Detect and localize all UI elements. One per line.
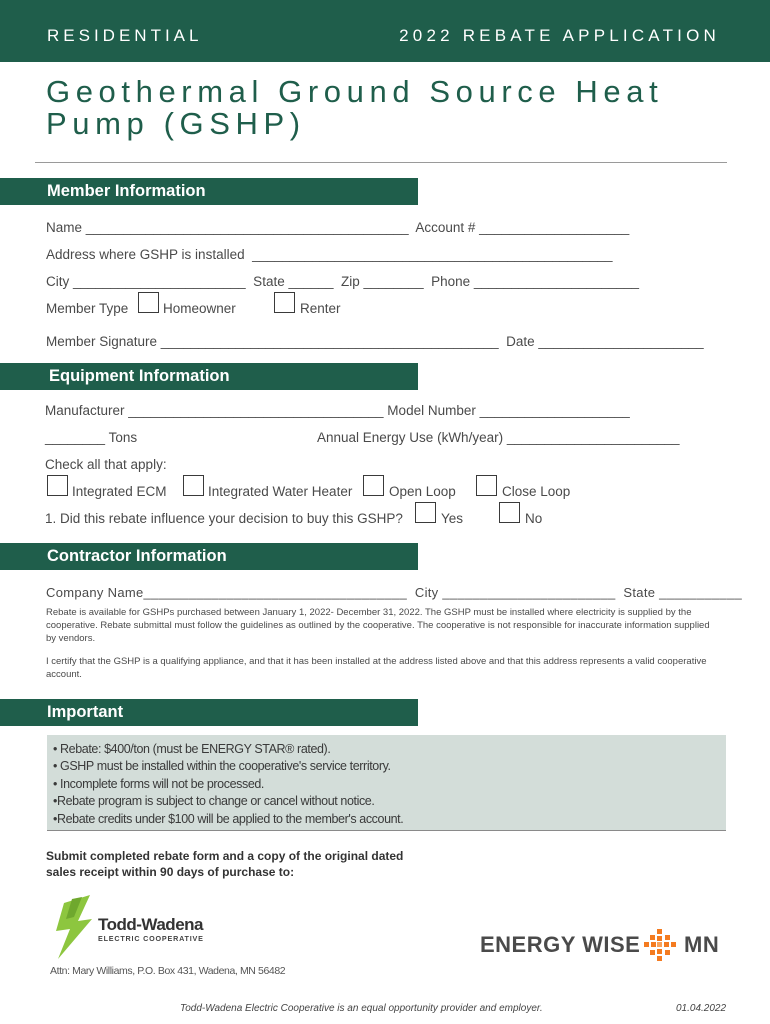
rebate-availability-note: Rebate is available for GSHPs purchased between January 1, 2022- December 31, 2022. The GSHP must be installed where electricity is supplied by the cooperative. Rebate submittal must follow the guidelines as outlined by the cooperative. The cooperative is not responsible for inaccurate information supplied by vendors. <box>46 607 710 644</box>
address-field[interactable]: Address where GSHP is installed ________________________________________________ <box>46 247 613 262</box>
equipment-section-heading <box>0 363 418 390</box>
header-bar <box>0 0 770 62</box>
contractor-section-heading <box>0 543 418 570</box>
energy-wise-logo-text: ENERGY WISE <box>480 932 641 957</box>
name-account-field[interactable]: Name ___________________________________________ Account # ____________________ <box>46 220 630 235</box>
member-section-heading <box>0 178 418 205</box>
member-heading-text: Member Information <box>47 182 206 200</box>
energy-wise-sun-icon <box>643 928 677 962</box>
important-item: •Rebate program is subject to change or cancel without notice. <box>53 794 375 809</box>
equipment-heading-text: Equipment Information <box>49 367 230 385</box>
rebate-influence-question: 1. Did this rebate influence your decision to buy this GSHP? <box>45 511 403 526</box>
renter-checkbox[interactable] <box>274 292 295 313</box>
open-loop-label: Open Loop <box>389 484 456 499</box>
important-section-heading <box>0 699 418 726</box>
important-item: • Incomplete forms will not be processed. <box>53 776 264 791</box>
title-divider <box>35 162 727 163</box>
no-label: No <box>525 511 543 526</box>
important-heading-text: Important <box>47 703 124 721</box>
annual-energy-field[interactable]: Annual Energy Use (kWh/year) _______________________ <box>317 430 680 445</box>
mailing-address: Attn: Mary Williams, P.O. Box 431, Wadena, MN 56482 <box>50 965 286 977</box>
manufacturer-model-field[interactable]: Manufacturer __________________________________ Model Number ____________________ <box>45 403 630 418</box>
close-loop-label: Close Loop <box>502 484 571 499</box>
header-rebate-application: 2022 REBATE APPLICATION <box>399 26 720 45</box>
member-type-label: Member Type <box>46 301 129 316</box>
open-loop-checkbox[interactable] <box>363 475 384 496</box>
yes-checkbox[interactable] <box>415 502 436 523</box>
renter-label: Renter <box>300 301 341 316</box>
certification-note: I certify that the GSHP is a qualifying appliance, and that it has been installed at the address listed above and that this address represents a valid cooperative account. <box>46 656 707 680</box>
integrated-ecm-checkbox[interactable] <box>47 475 68 496</box>
important-item: •Rebate credits under $100 will be applied to the member's account. <box>53 811 404 826</box>
tons-field[interactable]: ________ Tons <box>45 430 138 445</box>
important-panel <box>47 735 726 831</box>
submit-instructions: Submit completed rebate form and a copy of the original dated sales receipt within 90 days of purchase to: <box>46 849 404 879</box>
revision-date: 01.04.2022 <box>676 1003 727 1014</box>
check-all-label: Check all that apply: <box>45 457 167 472</box>
todd-wadena-logo-name: Todd-Wadena <box>98 915 203 934</box>
header-residential: RESIDENTIAL <box>47 26 203 45</box>
company-city-state-field[interactable]: Company Name___________________________________ City _______________________ State ___________ <box>46 585 743 600</box>
contractor-heading-text: Contractor Information <box>47 547 227 565</box>
todd-wadena-logo-sub: ELECTRIC COOPERATIVE <box>98 934 204 943</box>
page-title <box>46 76 663 140</box>
equal-opportunity-footer: Todd-Wadena Electric Cooperative is an equal opportunity provider and employer. <box>180 1003 543 1014</box>
yes-label: Yes <box>441 511 464 526</box>
integrated-ecm-label: Integrated ECM <box>72 484 167 499</box>
integrated-water-heater-checkbox[interactable] <box>183 475 204 496</box>
city-state-zip-phone-field[interactable]: City _______________________ State ______ Zip ________ Phone ______________________ <box>46 274 640 289</box>
homeowner-checkbox[interactable] <box>138 292 159 313</box>
important-item: • GSHP must be installed within the cooperative's service territory. <box>53 759 391 774</box>
title-line-2: Pump (GSHP) <box>46 106 306 141</box>
title-line-1: Geothermal Ground Source Heat <box>46 74 664 109</box>
signature-date-field[interactable]: Member Signature _____________________________________________ Date ______________________ <box>46 334 704 349</box>
important-item: • Rebate: $400/ton (must be ENERGY STAR® rated). <box>53 742 331 756</box>
homeowner-label: Homeowner <box>163 301 236 316</box>
important-list <box>53 741 403 828</box>
no-checkbox[interactable] <box>499 502 520 523</box>
close-loop-checkbox[interactable] <box>476 475 497 496</box>
energy-wise-mn-text: MN <box>684 932 720 957</box>
integrated-water-heater-label: Integrated Water Heater <box>208 484 353 499</box>
